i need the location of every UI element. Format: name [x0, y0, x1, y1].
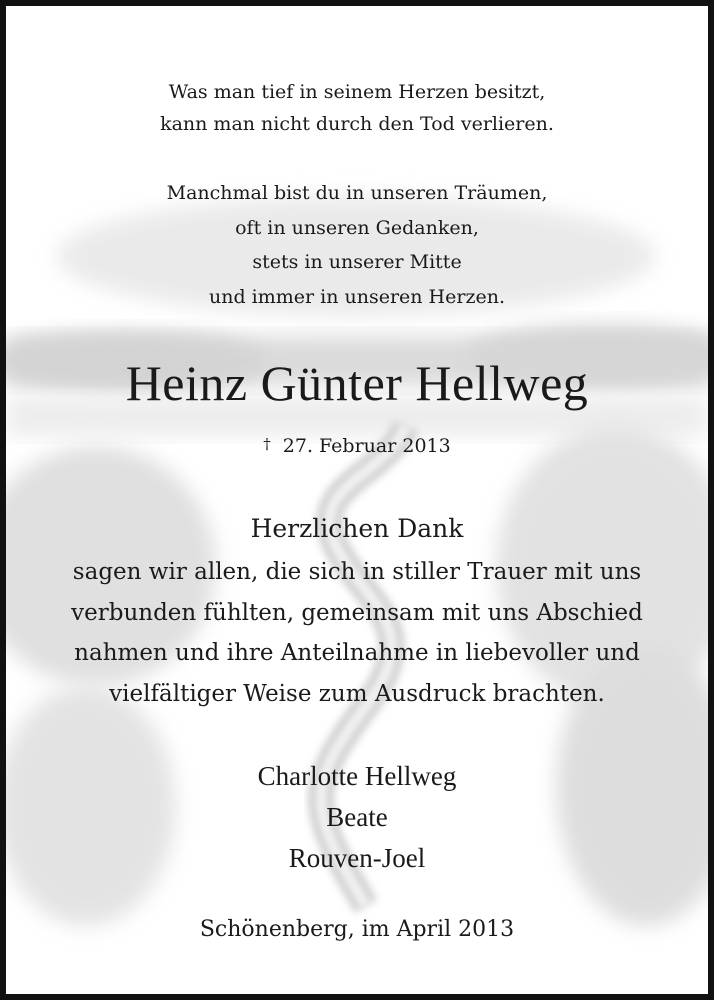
poem-line: und immer in unseren Herzen. — [208, 285, 505, 308]
family-member: Rouven-Joel — [288, 843, 426, 873]
place-and-date: Schönenberg, im April 2013 — [199, 917, 515, 942]
family-member: Charlotte Hellweg — [257, 761, 457, 791]
thanks-line: nahmen und ihre Anteilnahme in liebevoller und — [74, 640, 640, 666]
poem-line: kann man nicht durch den Tod verlieren. — [160, 113, 554, 135]
thanks-text — [6, 552, 708, 714]
thanks-title: Herzlichen Dank — [250, 514, 464, 543]
thanks-line: verbunden fühlten, gemeinsam mit uns Abschied — [71, 599, 643, 626]
thanks-line: sagen wir allen, die sich in stiller Trauer mit uns — [72, 559, 642, 585]
poem-line: stets in unserer Mitte — [252, 251, 462, 273]
family-member: Beate — [326, 802, 388, 832]
death-date: 27. Februar 2013 — [282, 435, 451, 457]
poem-line: Was man tief in seinem Herzen besitzt, — [168, 81, 546, 103]
poem-stanza-1 — [6, 76, 708, 140]
poem-line: oft in unseren Gedanken, — [235, 216, 479, 239]
poem-line: Manchmal bist du in unseren Träumen, — [166, 182, 548, 204]
family-names — [6, 756, 708, 879]
deceased-name: Heinz Günter Hellweg — [125, 355, 589, 411]
thanks-line: vielfältiger Weise zum Ausdruck brachten. — [109, 680, 605, 707]
cross-icon: † — [263, 435, 271, 453]
poem-stanza-2 — [6, 176, 708, 314]
death-date-line — [6, 430, 708, 460]
